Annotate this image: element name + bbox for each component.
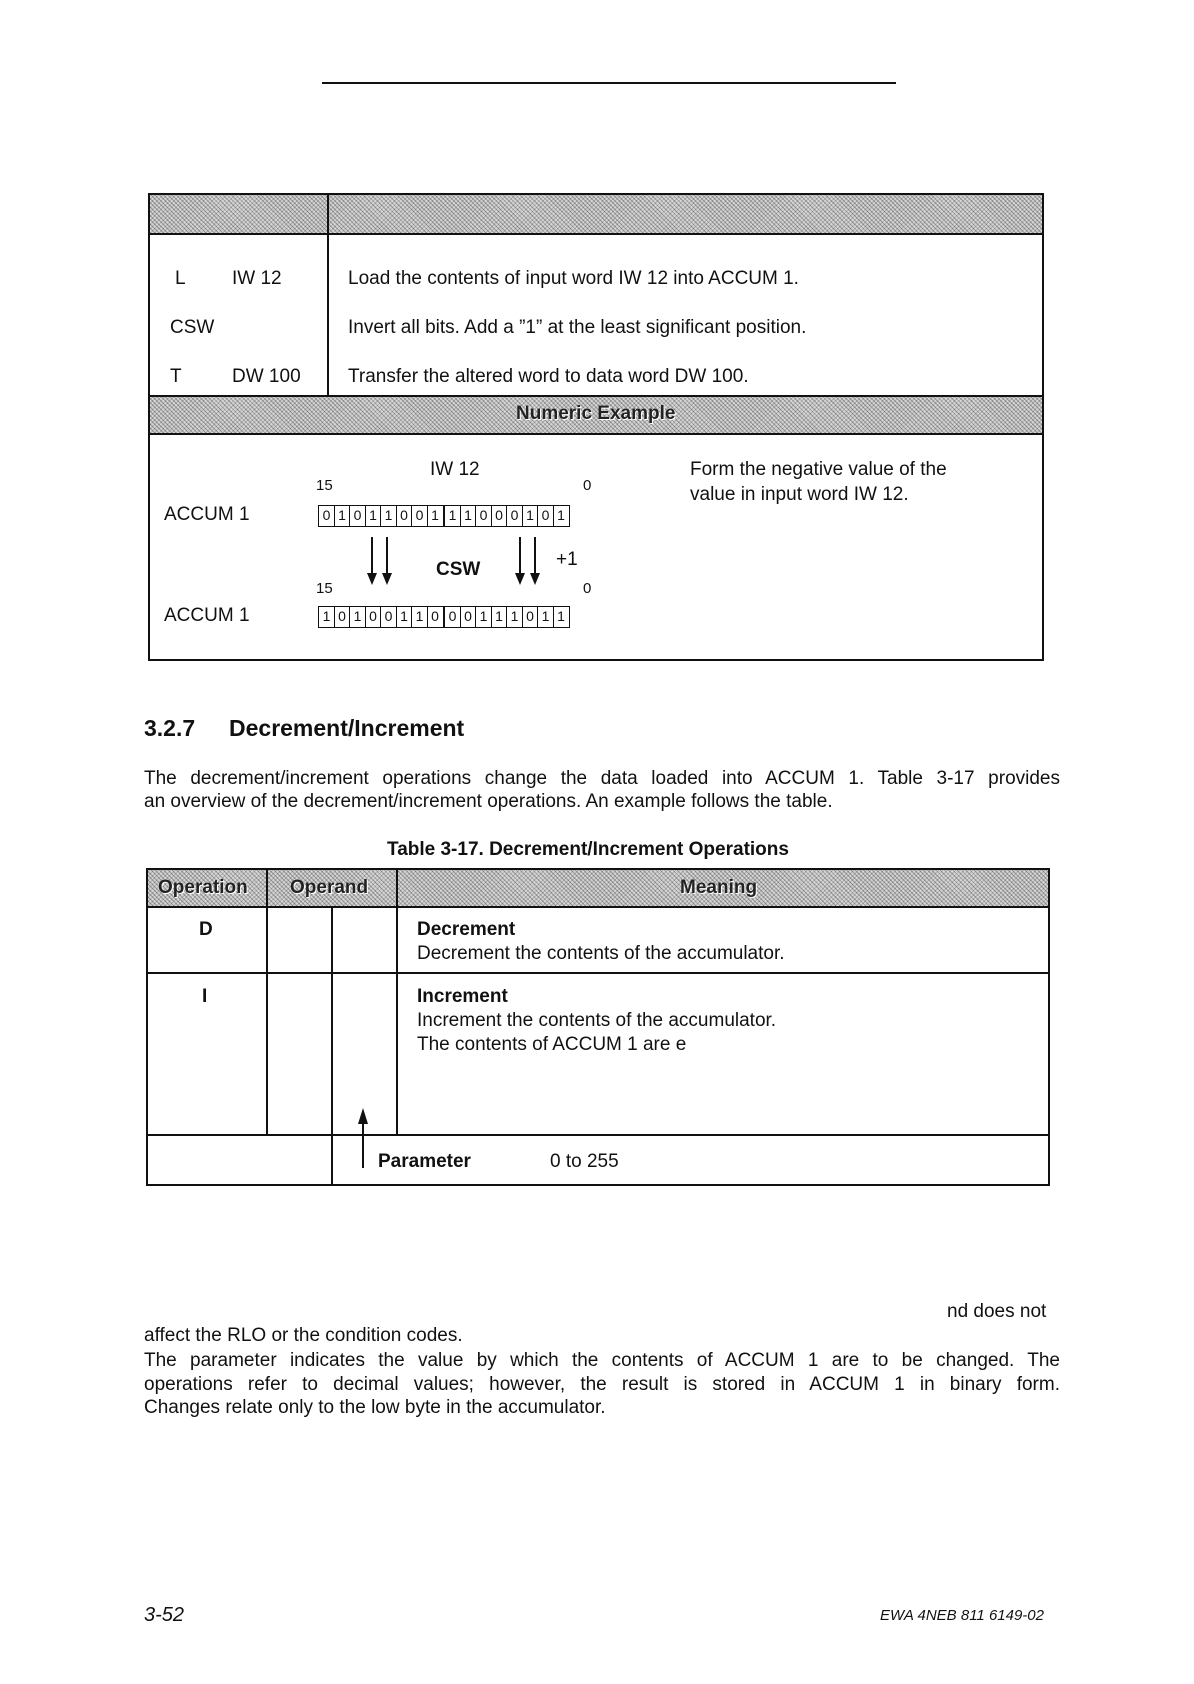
table-3-17 bbox=[146, 868, 1050, 1186]
row-line: Decrement the contents of the accumulator. bbox=[417, 943, 785, 964]
bit-cell: 0 bbox=[396, 505, 413, 527]
bit-cell: 1 bbox=[522, 505, 539, 527]
col-divider bbox=[396, 908, 398, 1136]
row-divider bbox=[146, 1134, 1050, 1136]
row-op: D bbox=[199, 919, 213, 940]
bit-cell: 1 bbox=[537, 606, 554, 628]
note-line: Form the negative value of the bbox=[690, 459, 947, 480]
row-desc: Transfer the altered word to data word DW 100. bbox=[348, 366, 749, 387]
row-op: T bbox=[170, 366, 182, 387]
bits-after bbox=[318, 606, 568, 628]
bit-cell: 1 bbox=[491, 606, 508, 628]
body-line: The parameter indicates the value by which the contents of ACCUM 1 are to be changed. The bbox=[144, 1350, 1060, 1371]
example-table-header bbox=[150, 195, 1042, 235]
accum-label: ACCUM 1 bbox=[164, 504, 250, 525]
row-divider bbox=[146, 972, 1050, 974]
header-operand: Operand bbox=[290, 877, 369, 898]
bit-cell: 1 bbox=[506, 606, 523, 628]
header-meaning: Meaning bbox=[680, 877, 758, 898]
row-line: The contents of ACCUM 1 are e bbox=[417, 1034, 687, 1055]
bit-cell: 1 bbox=[349, 606, 366, 628]
body-line: Changes relate only to the low byte in the accumulator. bbox=[144, 1397, 606, 1418]
section-title: Decrement/Increment bbox=[229, 715, 465, 741]
accum-label: ACCUM 1 bbox=[164, 605, 250, 626]
bit-cell: 0 bbox=[334, 606, 351, 628]
body-line: operations refer to decimal values; however, the result is stored in ACCUM 1 in binary form. bbox=[144, 1374, 1060, 1395]
bit-cell: 0 bbox=[365, 606, 382, 628]
header-divider bbox=[396, 868, 398, 908]
col-divider bbox=[266, 908, 268, 1136]
plus-one-label: +1 bbox=[556, 549, 578, 570]
row-op: CSW bbox=[170, 317, 215, 338]
bit-cell: 1 bbox=[411, 606, 428, 628]
parameter-range: 0 to 255 bbox=[550, 1151, 619, 1172]
bit15-label: 15 bbox=[316, 477, 333, 494]
bit-cell: 1 bbox=[396, 606, 413, 628]
row-operand: IW 12 bbox=[232, 268, 282, 289]
down-arrows-icon bbox=[360, 535, 400, 587]
bit-cell: 1 bbox=[460, 505, 477, 527]
bit-cell: 0 bbox=[444, 606, 461, 628]
bit-cell: 0 bbox=[537, 505, 554, 527]
bit0-label: 0 bbox=[583, 580, 592, 597]
bits-before bbox=[318, 505, 568, 527]
bit15-label: 15 bbox=[316, 580, 333, 597]
bit-cell: 0 bbox=[491, 505, 508, 527]
bit-cell: 1 bbox=[475, 606, 492, 628]
row-operand: DW 100 bbox=[232, 366, 301, 387]
bit-cell: 1 bbox=[380, 505, 397, 527]
text-fragment: nd does not bbox=[947, 1301, 1047, 1322]
row-op: I bbox=[202, 986, 208, 1007]
bit-cell: 0 bbox=[522, 606, 539, 628]
bit-cell: 0 bbox=[318, 505, 335, 527]
bit-cell: 1 bbox=[553, 505, 570, 527]
bit-cell: 0 bbox=[411, 505, 428, 527]
row-desc: Invert all bits. Add a ”1” at the least significant position. bbox=[348, 317, 807, 338]
bit-cell: 1 bbox=[444, 505, 461, 527]
note-line: value in input word IW 12. bbox=[690, 484, 909, 505]
intro-line: an overview of the decrement/increment operations. An example follows the table. bbox=[144, 791, 833, 812]
bit-cell: 0 bbox=[475, 505, 492, 527]
table-border-bottom bbox=[146, 1184, 1050, 1186]
header-rule bbox=[322, 82, 896, 84]
row-title: Decrement bbox=[417, 919, 516, 940]
bit-cell: 0 bbox=[506, 505, 523, 527]
bit-cell: 1 bbox=[553, 606, 570, 628]
bit-cell: 0 bbox=[460, 606, 477, 628]
example-table bbox=[148, 193, 1044, 661]
table-border-left bbox=[146, 908, 148, 1186]
row-desc: Load the contents of input word IW 12 into ACCUM 1. bbox=[348, 268, 799, 289]
csw-label: CSW bbox=[436, 559, 481, 580]
intro-line: The decrement/increment operations change the data loaded into ACCUM 1. Table 3-17 provides bbox=[144, 768, 1060, 789]
table-header bbox=[146, 868, 1050, 908]
header-divider bbox=[266, 868, 268, 908]
table-border-right bbox=[1048, 908, 1050, 1186]
parameter-label: Parameter bbox=[378, 1151, 471, 1172]
bit-cell: 1 bbox=[365, 505, 382, 527]
row-title: Increment bbox=[417, 986, 508, 1007]
bit0-label: 0 bbox=[583, 477, 592, 494]
page-number: 3-52 bbox=[144, 1604, 185, 1626]
down-arrows-icon bbox=[508, 535, 548, 587]
bit-cell: 1 bbox=[427, 505, 444, 527]
numeric-example-title: Numeric Example bbox=[516, 403, 676, 424]
row-line: Increment the contents of the accumulator. bbox=[417, 1010, 777, 1031]
bit-cell: 0 bbox=[427, 606, 444, 628]
bit-cell: 1 bbox=[318, 606, 335, 628]
header-operation: Operation bbox=[158, 877, 248, 898]
section-number: 3.2.7 bbox=[144, 715, 196, 741]
bit-cell: 0 bbox=[349, 505, 366, 527]
up-arrow-icon bbox=[356, 1106, 370, 1170]
bit-cell: 0 bbox=[380, 606, 397, 628]
bit-cell: 1 bbox=[334, 505, 351, 527]
example-table-divider bbox=[327, 195, 329, 395]
row-op: L bbox=[175, 268, 186, 289]
body-line: affect the RLO or the condition codes. bbox=[144, 1325, 463, 1346]
col-divider bbox=[331, 908, 333, 1186]
body-para bbox=[144, 1349, 1060, 1373]
doc-id: EWA 4NEB 811 6149-02 bbox=[880, 1607, 1044, 1624]
iw-label: IW 12 bbox=[430, 459, 480, 480]
table-caption: Table 3-17. Decrement/Increment Operations bbox=[387, 839, 789, 860]
body-para bbox=[144, 1373, 1060, 1397]
